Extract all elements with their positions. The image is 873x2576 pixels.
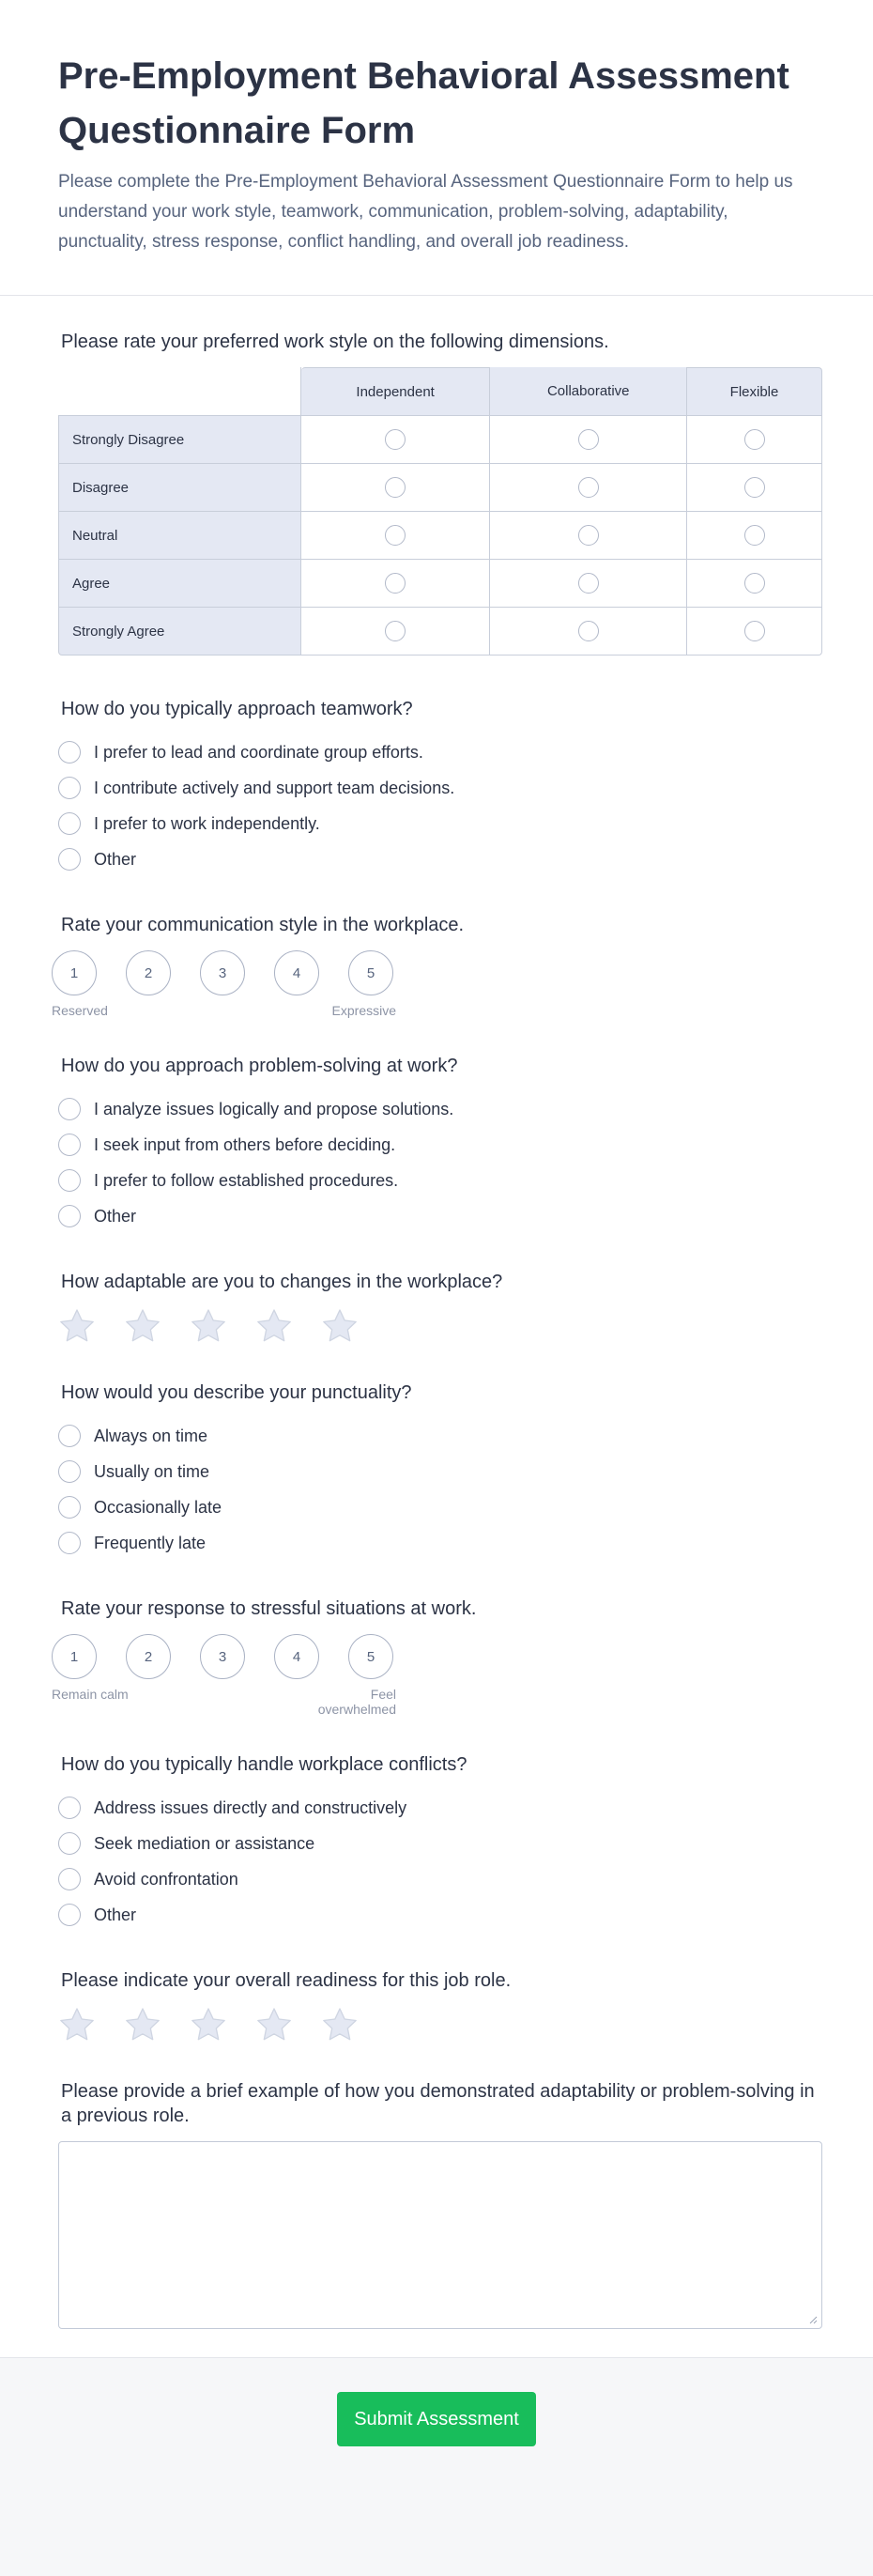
matrix-row [58,512,822,560]
scale-option[interactable]: 3 [200,950,245,995]
scale-option[interactable]: 3 [200,1634,245,1679]
star-icon[interactable] [321,1307,359,1345]
form-body [0,296,873,2357]
radio-icon[interactable] [385,525,406,546]
matrix-cell[interactable] [301,512,491,560]
radio-icon[interactable] [744,477,765,498]
radio-icon[interactable] [578,429,599,450]
radio-icon[interactable] [58,1169,81,1192]
radio-icon[interactable] [578,525,599,546]
radio-icon[interactable] [58,1425,81,1447]
question-work-style [58,330,815,656]
question-label: Please provide a brief example of how you demonstrated adaptability or problem-solving in a previous role. [61,2081,815,2126]
radio-icon[interactable] [58,1797,81,1819]
question-label: Rate your communication style in the workplace. [61,915,465,935]
option-label: I seek input from others before deciding. [94,1134,396,1154]
matrix-cell[interactable] [687,560,822,608]
radio-icon[interactable] [744,525,765,546]
question-communication [52,913,815,1018]
question-stress [52,1597,815,1717]
radio-icon[interactable] [58,1904,81,1926]
matrix-cell[interactable] [490,464,687,512]
radio-option[interactable] [58,806,815,841]
star-icon[interactable] [58,1307,96,1345]
star-icon[interactable] [255,2006,293,2044]
question-readiness [58,1968,815,2044]
question-label: Rate your response to stressful situations at work. [61,1598,477,1619]
star-icon[interactable] [190,2006,227,2044]
scale-high-label: Feel overwhelmed [317,1687,396,1717]
radio-option[interactable] [58,1418,815,1454]
radio-icon[interactable] [578,573,599,594]
matrix-row-label: Agree [58,560,301,608]
radio-icon[interactable] [58,777,81,799]
scale-option[interactable]: 1 [52,950,97,995]
option-label: Occasionally late [94,1497,222,1517]
question-label: How adaptable are you to changes in the workplace? [61,1272,503,1292]
matrix-row-label: Strongly Disagree [58,416,301,464]
option-label: Seek mediation or assistance [94,1833,315,1853]
matrix-row [58,560,822,608]
scale-option[interactable]: 4 [274,1634,319,1679]
star-rating [58,1307,815,1345]
scale-option[interactable]: 2 [126,1634,171,1679]
radio-option[interactable] [58,1091,815,1127]
radio-icon[interactable] [385,573,406,594]
matrix-cell[interactable] [687,416,822,464]
matrix-row-label: Neutral [58,512,301,560]
question-label: How would you describe your punctuality? [61,1382,412,1403]
matrix-row [58,464,822,512]
scale-option[interactable]: 5 [348,950,393,995]
star-icon[interactable] [124,1307,161,1345]
star-icon[interactable] [321,2006,359,2044]
scale-option[interactable]: 1 [52,1634,97,1679]
option-label: Usually on time [94,1461,210,1481]
question-label: How do you typically handle workplace conflicts? [61,1754,467,1775]
question-conflict [58,1752,815,1933]
radio-icon[interactable] [58,1098,81,1120]
radio-option[interactable] [58,1198,815,1234]
form-footer [0,2357,873,2507]
radio-icon[interactable] [58,741,81,764]
radio-icon[interactable] [58,1832,81,1855]
radio-icon[interactable] [58,1496,81,1519]
option-label: Avoid confrontation [94,1869,238,1889]
radio-icon[interactable] [578,477,599,498]
radio-icon[interactable] [744,621,765,641]
radio-option[interactable] [58,1790,815,1826]
scale-labels [52,1003,396,1018]
scale-option[interactable]: 2 [126,950,171,995]
question-problem-solving [58,1054,815,1234]
radio-icon[interactable] [58,1532,81,1554]
radio-icon[interactable] [744,573,765,594]
form-description: Please complete the Pre-Employment Behavioral Assessment Questionnaire Form to help us understand your work style, teamwork, communication, problem-solving, adaptability, punctuality, stress response, conflict handling, and overall job readiness. [58,172,793,252]
option-label: Frequently late [94,1533,207,1552]
resize-handle-icon[interactable] [808,2315,818,2324]
communication-scale [52,950,815,995]
matrix-col-header: Collaborative [490,367,687,416]
page-title: Pre-Employment Behavioral Assessment Questionnaire Form [58,55,789,151]
radio-option[interactable] [58,1489,815,1525]
stress-scale [52,1634,815,1679]
option-label: I prefer to work independently. [94,813,320,833]
scale-labels [52,1687,396,1717]
radio-icon[interactable] [58,1205,81,1227]
matrix-col-header: Independent [301,367,491,416]
radio-option[interactable] [58,1826,815,1861]
radio-icon[interactable] [385,621,406,641]
option-label: I contribute actively and support team decisions. [94,778,455,797]
radio-option[interactable] [58,734,815,770]
option-label: I analyze issues logically and propose solutions. [94,1099,454,1118]
question-label: Please rate your preferred work style on the following dimensions. [61,332,609,352]
matrix-cell[interactable] [687,608,822,656]
radio-icon[interactable] [58,848,81,871]
radio-icon[interactable] [578,621,599,641]
radio-icon[interactable] [58,1460,81,1483]
submit-button[interactable]: Submit Assessment [337,2392,536,2446]
radio-option[interactable] [58,1897,815,1933]
question-label: Please indicate your overall readiness for this job role. [61,1970,512,1991]
matrix-row [58,416,822,464]
star-icon[interactable] [124,2006,161,2044]
option-label: I prefer to follow established procedures. [94,1170,399,1190]
option-label: Other [94,1206,137,1226]
matrix-col-header: Flexible [687,367,822,416]
option-label: Other [94,849,137,869]
scale-option[interactable]: 4 [274,950,319,995]
matrix-cell[interactable] [687,464,822,512]
form-header [0,0,873,296]
radio-icon[interactable] [744,429,765,450]
matrix-cell[interactable] [490,416,687,464]
matrix-row-label: Disagree [58,464,301,512]
scale-low-label: Reserved [52,1003,108,1018]
matrix-cell[interactable] [301,416,491,464]
radio-option[interactable] [58,1525,815,1561]
radio-icon[interactable] [385,429,406,450]
matrix-corner [58,367,301,416]
matrix-row-label: Strongly Agree [58,608,301,656]
question-adaptability [58,1270,815,1345]
radio-option[interactable] [58,1127,815,1163]
matrix-cell[interactable] [687,512,822,560]
question-example [58,2079,815,2329]
matrix-cell[interactable] [301,464,491,512]
example-textarea[interactable] [58,2141,822,2329]
question-punctuality [58,1381,815,1561]
star-icon[interactable] [58,2006,96,2044]
radio-option[interactable] [58,770,815,806]
teamwork-options [58,734,815,877]
radio-option[interactable] [58,1163,815,1198]
matrix-row [58,608,822,656]
matrix-cell[interactable] [490,560,687,608]
radio-option[interactable] [58,841,815,877]
question-label: How do you approach problem-solving at work? [61,1056,458,1076]
radio-icon[interactable] [58,812,81,835]
scale-option[interactable]: 5 [348,1634,393,1679]
matrix-cell[interactable] [490,512,687,560]
scale-high-label: Expressive [331,1003,396,1018]
star-icon[interactable] [190,1307,227,1345]
radio-icon[interactable] [58,1134,81,1156]
matrix-cell[interactable] [490,608,687,656]
radio-icon[interactable] [58,1868,81,1890]
star-icon[interactable] [255,1307,293,1345]
matrix-cell[interactable] [301,608,491,656]
option-label: Always on time [94,1426,208,1445]
work-style-matrix [58,367,822,656]
radio-option[interactable] [58,1861,815,1897]
option-label: Address issues directly and constructively [94,1797,407,1817]
scale-low-label: Remain calm [52,1687,129,1702]
matrix-cell[interactable] [301,560,491,608]
question-label: How do you typically approach teamwork? [61,699,413,719]
option-label: I prefer to lead and coordinate group efforts. [94,742,423,762]
question-teamwork [58,697,815,877]
star-rating [58,2006,815,2044]
radio-option[interactable] [58,1454,815,1489]
radio-icon[interactable] [385,477,406,498]
option-label: Other [94,1905,137,1924]
